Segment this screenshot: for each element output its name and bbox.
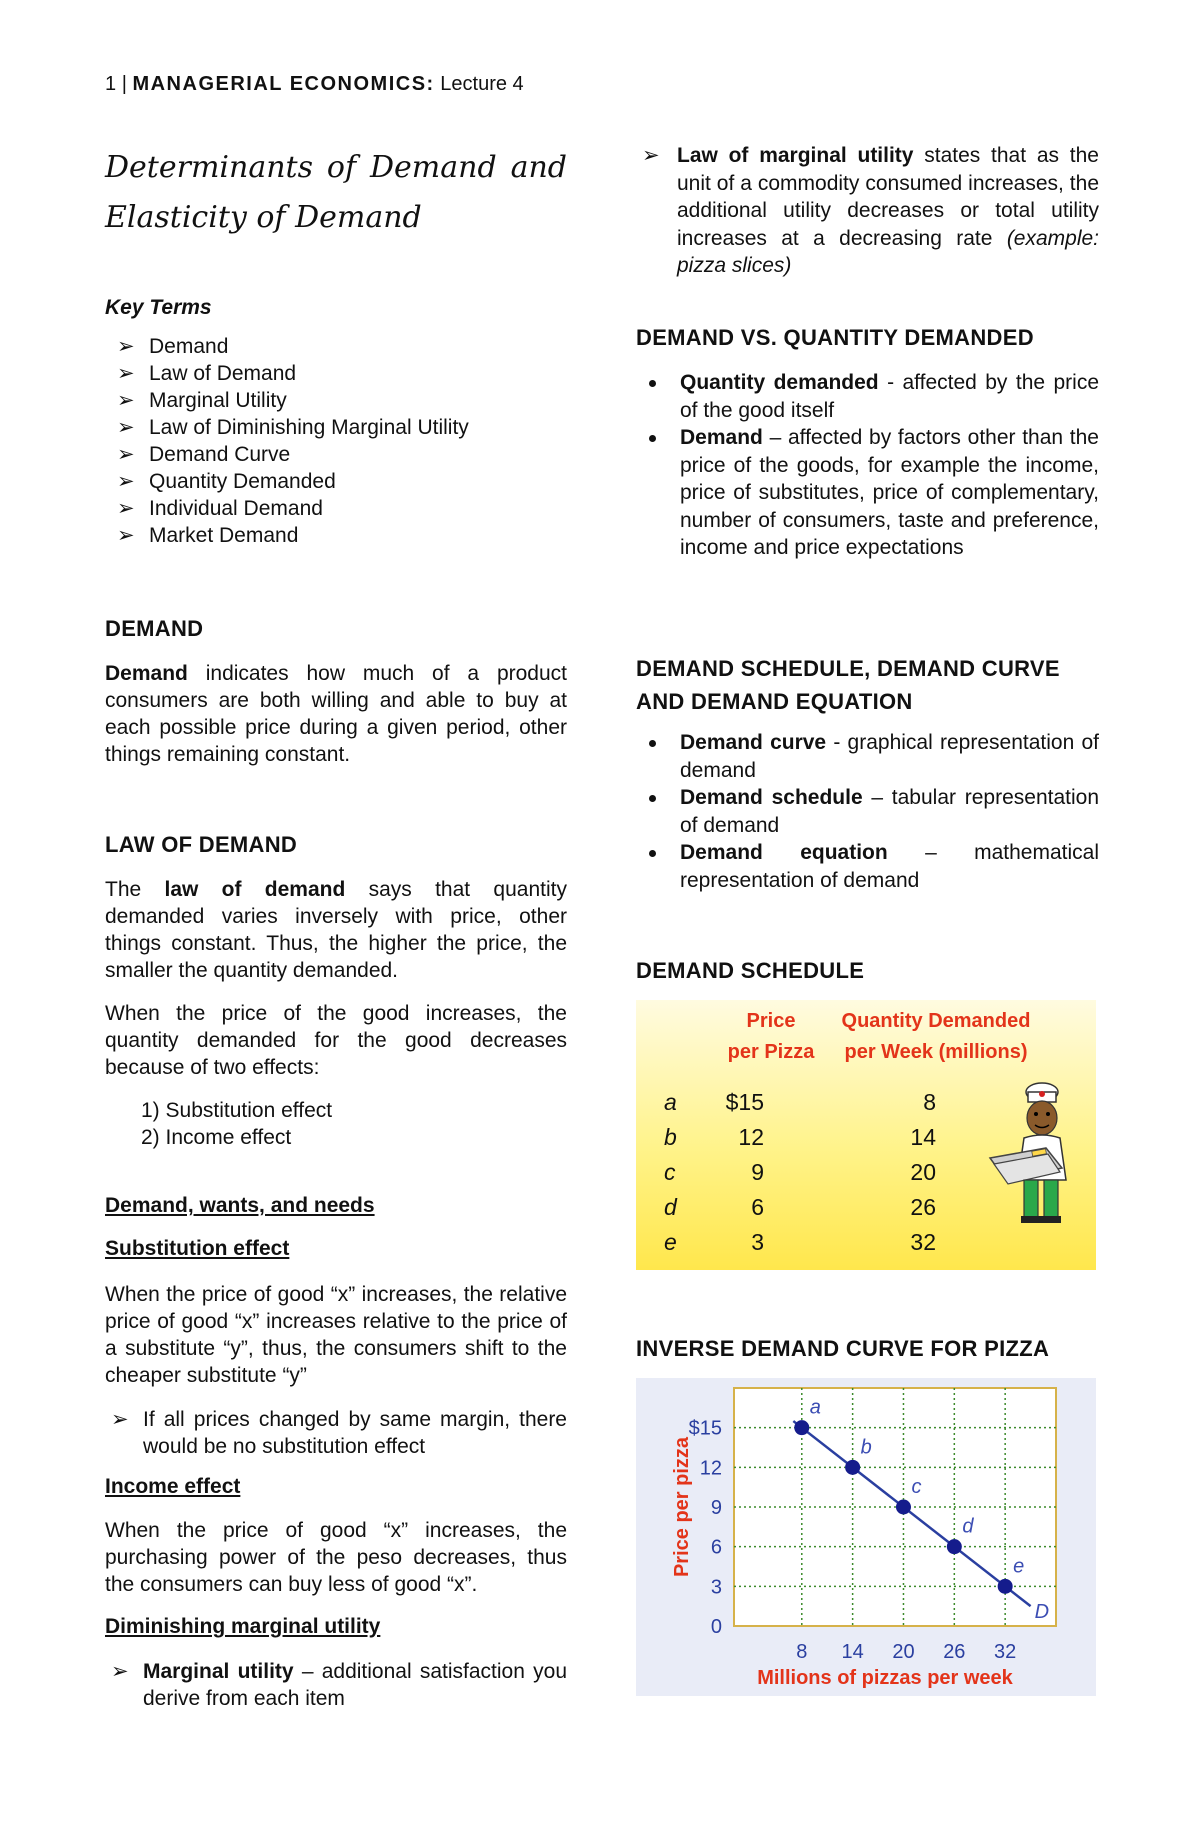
list-item: Quantity demanded - affected by the price of the good itself xyxy=(636,369,1099,424)
law-of-demand-heading: LAW OF DEMAND xyxy=(105,832,298,857)
demand-curve-chart xyxy=(636,1378,1096,1696)
list-item: ➢ Demand xyxy=(117,335,229,358)
list-item: ➢ If all prices changed by same margin, there would be no substitution effect xyxy=(111,1408,567,1458)
list-item: ➢ Individual Demand xyxy=(117,497,323,520)
arrow-bullet-icon: ➢ xyxy=(117,335,135,358)
list-item: Demand schedule – tabular representation of demand xyxy=(636,784,1099,839)
arrow-bullet-icon: ➢ xyxy=(642,144,660,167)
curve-heading: INVERSE DEMAND CURVE FOR PIZZA xyxy=(636,1336,1050,1361)
arrow-bullet-icon: ➢ xyxy=(117,524,135,547)
course-title: MANAGERIAL ECONOMICS: xyxy=(132,73,435,95)
list-item: ➢ Demand Curve xyxy=(117,443,291,466)
page-title xyxy=(105,143,567,243)
arrow-bullet-icon: ➢ xyxy=(117,443,135,466)
demand-paragraph: Demand indicates how much of a product consumers are both willing and able to buy at each possible price during a given period, other things remaining constant. xyxy=(105,662,567,766)
data-point xyxy=(896,1500,911,1515)
list-item: ➢ Law of marginal utility states that as the unit of a commodity consumed increases, the additional utility decreases or total utility increases at a decreasing rate (example: pizza slices) xyxy=(642,144,1100,277)
table-row: c 9 20 xyxy=(664,1159,936,1185)
schedule-section-list xyxy=(636,729,1099,894)
lecture-label: Lecture 4 xyxy=(440,73,524,95)
data-point xyxy=(794,1420,809,1435)
data-point-label: d xyxy=(962,1515,974,1538)
dmu-heading: Diminishing marginal utility xyxy=(105,1615,381,1638)
x-tick-label: 32 xyxy=(994,1641,1017,1663)
schedule-section-heading: DEMAND SCHEDULE, DEMAND CURVE AND DEMAND EQUATION xyxy=(636,656,1060,714)
y-tick-label: $15 xyxy=(688,1417,722,1440)
y-tick-label: 6 xyxy=(710,1536,722,1559)
page-number: 1 xyxy=(105,73,117,95)
y-tick-label: 0 xyxy=(710,1616,722,1638)
dmu-bullets xyxy=(105,1658,567,1712)
income-heading: Income effect xyxy=(105,1475,241,1498)
data-point xyxy=(998,1579,1013,1594)
arrow-bullet-icon: ➢ xyxy=(111,1408,129,1431)
y-tick-label: 12 xyxy=(699,1457,722,1480)
table-row: b 12 14 xyxy=(664,1124,936,1150)
substitution-paragraph: When the price of good “x” increases, the relative price of good “x” increases relative to the price of a substitute “y”, thus, the consumers shift to the cheaper substitute “y” xyxy=(105,1283,567,1387)
demand-schedule-heading: DEMAND SCHEDULE xyxy=(636,958,865,983)
x-tick-label: 20 xyxy=(892,1641,915,1663)
substitution-bullets xyxy=(105,1406,567,1460)
wants-heading: Demand, wants, and needs xyxy=(105,1194,375,1217)
pizza-chef-illustration xyxy=(988,1080,1088,1230)
data-point-label: e xyxy=(1013,1555,1025,1578)
title-line-2: Elasticity of Demand xyxy=(105,200,422,235)
data-point xyxy=(845,1460,860,1475)
page-header xyxy=(105,73,524,96)
effects-list xyxy=(105,1097,567,1151)
arrow-bullet-icon: ➢ xyxy=(117,497,135,520)
x-tick-label: 8 xyxy=(796,1641,808,1663)
two-effects-paragraph: When the price of the good increases, the quantity demanded for the good decreases because of two effects: xyxy=(105,1002,567,1079)
x-axis-title: Millions of pizzas per week xyxy=(757,1667,1013,1689)
x-tick-label: 14 xyxy=(841,1641,864,1663)
arrow-bullet-icon: ➢ xyxy=(117,389,135,412)
y-axis-title: Price per pizza xyxy=(671,1436,693,1578)
demand-line-label: D xyxy=(1034,1601,1050,1624)
list-item: ➢ Quantity Demanded xyxy=(117,470,336,493)
key-terms-heading: Key Terms xyxy=(105,296,212,319)
substitution-heading: Substitution effect xyxy=(105,1237,290,1260)
arrow-bullet-icon: ➢ xyxy=(117,470,135,493)
key-terms-list xyxy=(105,333,567,549)
list-item: ➢ Law of Demand xyxy=(117,362,297,385)
chart-svg xyxy=(636,1378,1096,1696)
data-point-label: b xyxy=(860,1436,872,1459)
demand-heading: DEMAND xyxy=(105,616,204,641)
dvq-heading: DEMAND VS. QUANTITY DEMANDED xyxy=(636,325,1034,350)
list-item: 2) Income effect xyxy=(141,1126,292,1149)
table-row: a $15 8 xyxy=(664,1089,936,1115)
arrow-bullet-icon: ➢ xyxy=(117,416,135,439)
list-item: ➢ Market Demand xyxy=(117,524,299,547)
quantity-column-header: Quantity Demanded per Week (millions) xyxy=(841,1010,1031,1063)
header-separator: | xyxy=(121,73,127,95)
table-row: e 3 32 xyxy=(664,1229,936,1255)
income-paragraph: When the price of good “x” increases, the purchasing power of the peso decreases, thus the consumers can buy less of good “x”. xyxy=(105,1519,567,1596)
table-row: d 6 26 xyxy=(664,1194,936,1220)
y-tick-label: 3 xyxy=(710,1576,722,1599)
arrow-bullet-icon: ➢ xyxy=(111,1660,129,1683)
list-item: 1) Substitution effect xyxy=(141,1099,333,1122)
dvq-list xyxy=(636,369,1099,562)
x-tick-label: 26 xyxy=(943,1641,966,1663)
arrow-bullet-icon: ➢ xyxy=(117,362,135,385)
data-point-label: c xyxy=(911,1476,922,1498)
title-line-1: Determinants of Demand and xyxy=(105,150,567,185)
list-item: ➢ Marginal utility – additional satisfaction you derive from each item xyxy=(111,1660,567,1710)
list-item: ➢ Marginal Utility xyxy=(117,389,287,412)
key-terms-section xyxy=(105,294,567,549)
y-tick-label: 9 xyxy=(710,1497,722,1519)
list-item: Demand curve - graphical representation of demand xyxy=(636,729,1099,784)
data-point-label: a xyxy=(809,1396,821,1419)
data-point xyxy=(947,1539,962,1554)
list-item: ➢ Law of Diminishing Marginal Utility xyxy=(117,416,469,439)
list-item: Demand equation – mathematical representation of demand xyxy=(636,839,1099,894)
list-item: Demand – affected by factors other than the price of the goods, for example the income, price of substitutes, price of complementary, number of consumers, taste and preference, income and price expectations xyxy=(636,424,1099,562)
law-of-demand-paragraph: The law of demand says that quantity demanded varies inversely with price, other things constant. Thus, the higher the price, the smaller the quantity demanded. xyxy=(105,878,567,982)
demand-schedule-table xyxy=(636,1000,1096,1270)
law-marginal-utility-bullet xyxy=(636,142,1099,280)
price-column-header: Price per Pizza xyxy=(727,1010,815,1063)
